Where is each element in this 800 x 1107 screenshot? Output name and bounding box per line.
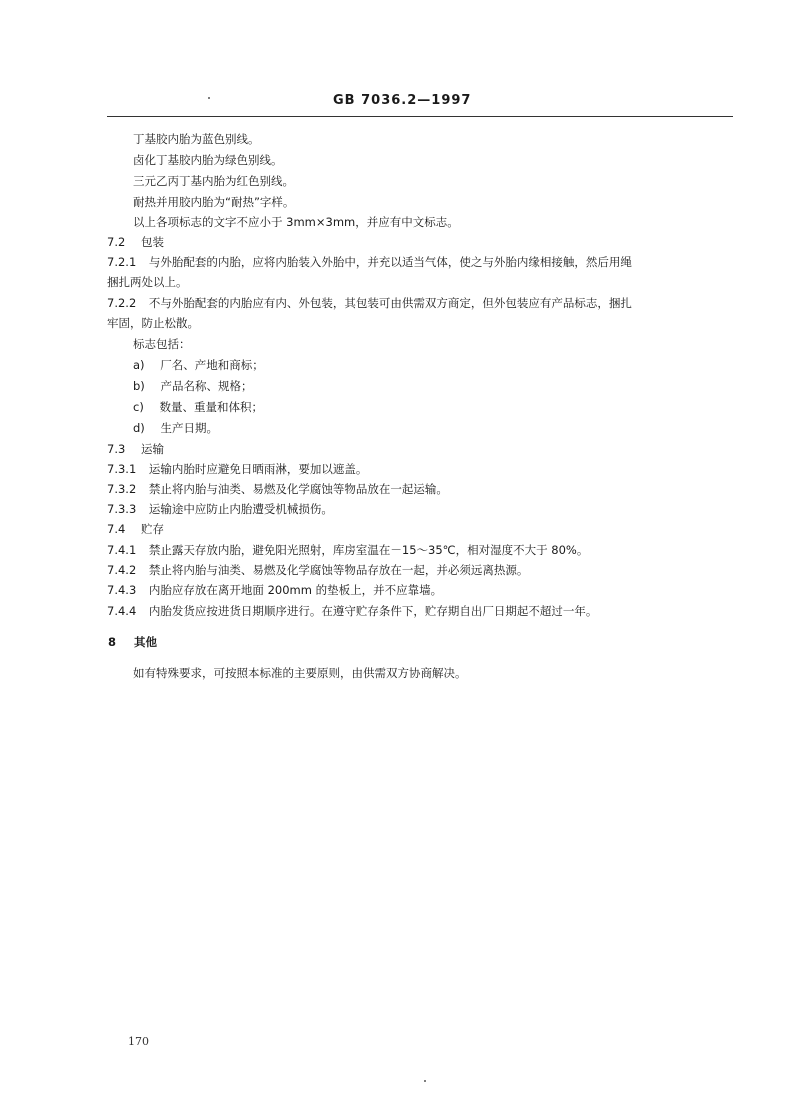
clause-text: 不与外胎配套的内胎应有内、外包装，其包装可由供需双方商定，但外包装应有产品标志，捆扎 — [148, 296, 632, 310]
section-title: 其他 — [134, 635, 158, 649]
section-title: 运输 — [140, 442, 164, 456]
clause-number: 7.4.1 — [107, 543, 137, 557]
body-line-5: 以上各项标志的文字不应小于 3mm×3mm，并应有中文标志。 — [133, 215, 459, 229]
clause-7-3-3 — [107, 501, 333, 517]
clause-text: 内胎应存放在离开地面 200mm 的垫板上，并不应靠墙。 — [148, 583, 443, 597]
section-number: 7.4 — [107, 522, 126, 536]
list-label: a) — [133, 358, 145, 372]
clause-7-2-1 — [107, 254, 632, 270]
list-text: 产品名称、规格； — [160, 379, 253, 393]
clause-number: 7.3.1 — [107, 462, 137, 476]
clause-7-3-1 — [107, 461, 367, 477]
section-title: 贮存 — [140, 522, 164, 536]
section-7-3-heading — [107, 441, 164, 457]
list-item-d — [133, 420, 218, 436]
list-text: 生产日期。 — [160, 421, 218, 435]
clause-7-2-2-continued: 牢固，防止松散。 — [107, 316, 199, 330]
list-text: 数量、重量和体积； — [159, 400, 263, 414]
clause-7-2-2 — [107, 295, 632, 311]
section-number: 7.3 — [107, 442, 126, 456]
scan-speck — [424, 1080, 426, 1082]
clause-7-2-1-continued: 捆扎两处以上。 — [107, 275, 188, 289]
section-title: 包装 — [140, 235, 164, 249]
list-item-b — [133, 378, 252, 394]
list-label: b) — [133, 379, 145, 393]
clause-number: 7.2.1 — [107, 255, 137, 269]
page-number: 170 — [128, 1035, 149, 1048]
clause-text: 与外胎配套的内胎，应将内胎装入外胎中，并充以适当气体，使之与外胎内缘相接触，然后用绳 — [148, 255, 632, 269]
section-8-heading — [108, 634, 157, 650]
marks-intro: 标志包括： — [133, 337, 191, 351]
body-line-3: 三元乙丙丁基内胎为红色别线。 — [133, 174, 294, 188]
section-number: 7.2 — [107, 235, 126, 249]
section-8-body: 如有特殊要求，可按照本标准的主要原则，由供需双方协商解决。 — [133, 666, 467, 680]
clause-7-4-1 — [107, 542, 588, 558]
clause-7-3-2 — [107, 481, 448, 497]
header-divider — [107, 116, 733, 117]
clause-number: 7.2.2 — [107, 296, 137, 310]
clause-number: 7.4.3 — [107, 583, 137, 597]
clause-text: 内胎发货应按进货日期顺序进行。在遵守贮存条件下，贮存期自出厂日期起不超过一年。 — [148, 604, 598, 618]
body-line-1: 丁基胶内胎为蓝色别线。 — [133, 132, 260, 146]
clause-number: 7.4.4 — [107, 604, 137, 618]
clause-7-4-2 — [107, 562, 528, 578]
clause-7-4-3 — [107, 582, 442, 598]
scan-speck — [208, 97, 210, 99]
list-item-c — [133, 399, 263, 415]
list-item-a — [133, 357, 264, 373]
clause-text: 运输途中应防止内胎遭受机械损伤。 — [148, 502, 333, 516]
clause-text: 禁止将内胎与油类、易燃及化学腐蚀等物品存放在一起，并必须远离热源。 — [148, 563, 529, 577]
body-line-4: 耐热并用胶内胎为“耐热”字样。 — [133, 195, 295, 209]
section-number: 8 — [108, 635, 117, 649]
list-text: 厂名、产地和商标； — [160, 358, 264, 372]
clause-text: 运输内胎时应避免日晒雨淋，要加以遮盖。 — [148, 462, 368, 476]
clause-number: 7.3.3 — [107, 502, 137, 516]
standard-code-header: GB 7036.2—1997 — [333, 93, 472, 108]
section-7-4-heading — [107, 521, 164, 537]
body-line-2: 卤化丁基胶内胎为绿色别线。 — [133, 153, 283, 167]
list-label: d) — [133, 421, 145, 435]
section-7-2-heading — [107, 234, 164, 250]
clause-7-4-4 — [107, 603, 597, 619]
clause-number: 7.4.2 — [107, 563, 137, 577]
clause-text: 禁止将内胎与油类、易燃及化学腐蚀等物品放在一起运输。 — [148, 482, 448, 496]
clause-text: 禁止露天存放内胎，避免阳光照射，库房室温在－15～35℃，相对湿度不大于 80%。 — [148, 543, 589, 557]
list-label: c) — [133, 400, 144, 414]
clause-number: 7.3.2 — [107, 482, 137, 496]
